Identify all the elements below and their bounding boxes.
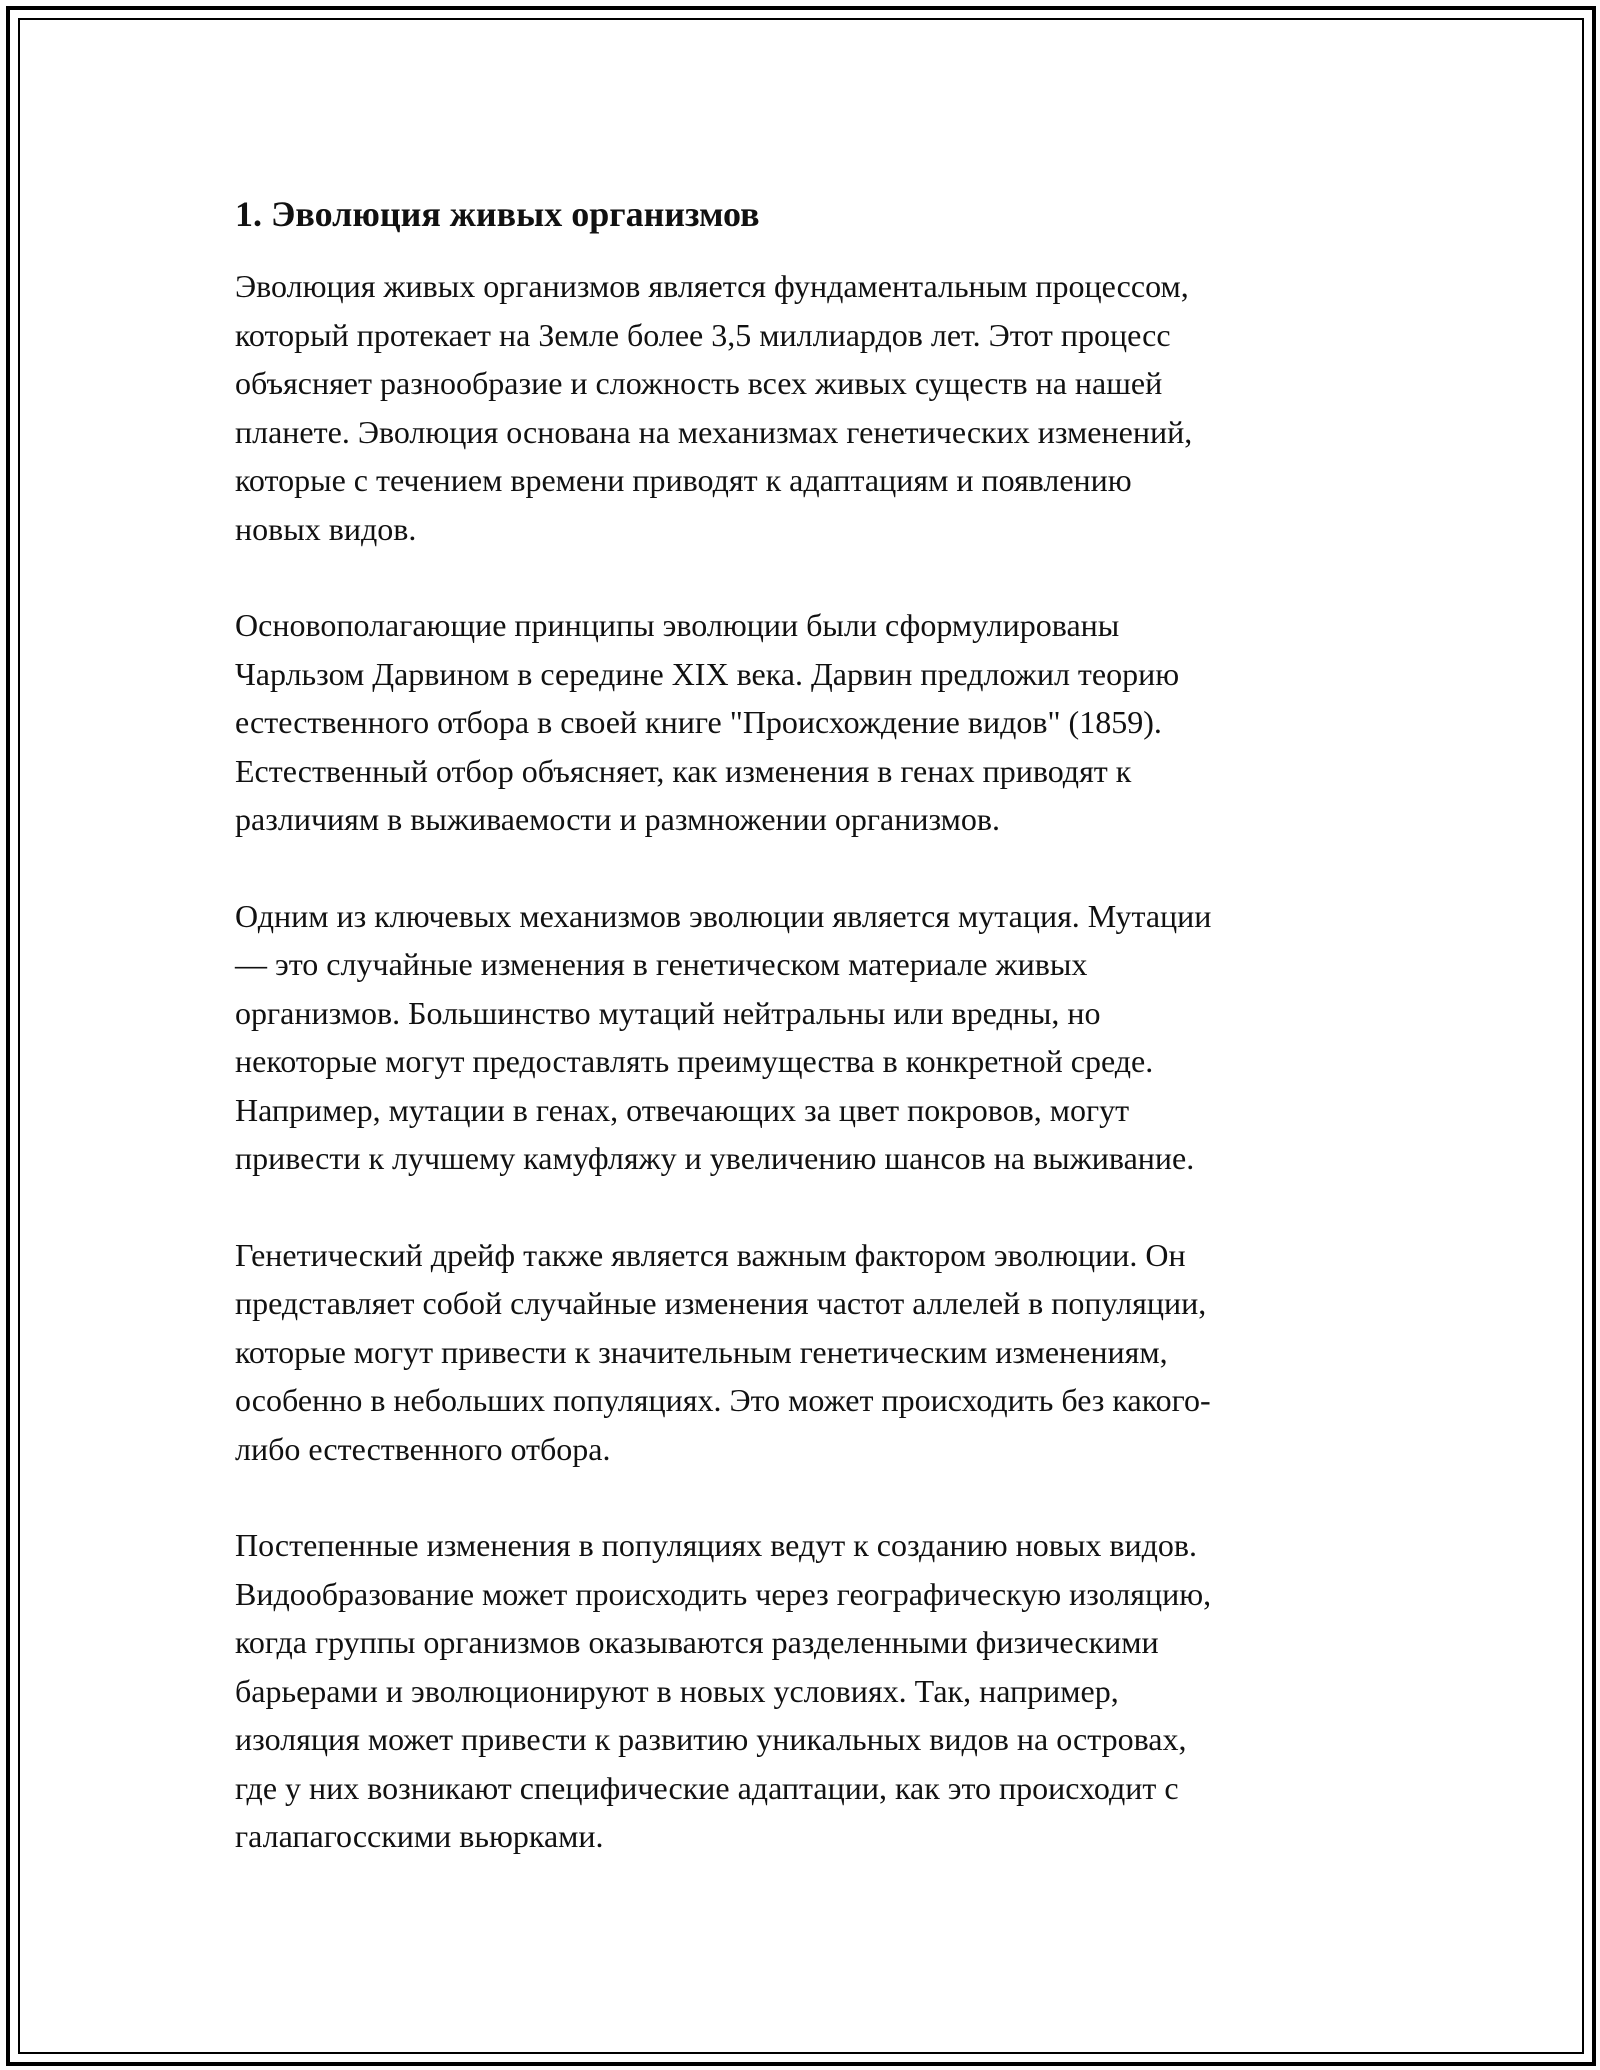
text-line: Видообразование может происходить через географическую изоляцию,	[235, 1575, 1212, 1612]
text-line: галапагосскими вьюрками.	[235, 1818, 604, 1854]
text-line: естественного отбора в своей книге "Происхождение видов" (1859).	[235, 704, 1162, 740]
text-line: Чарльзом Дарвином в середине XIX века. Дарвин предложил теорию	[235, 655, 1180, 692]
text-line: когда группы организмов оказываются разделенными физическими	[235, 1624, 1159, 1660]
text-line: некоторые могут предоставлять преимущества в конкретной среде.	[235, 1043, 1154, 1079]
text-line: который протекает на Земле более 3,5 миллиардов лет. Этот процесс	[235, 316, 1171, 353]
text-line: где у них возникают специфические адаптации, как это происходит с	[235, 1769, 1179, 1806]
text-line: различиям в выживаемости и размножении организмов.	[235, 801, 1001, 837]
text-line: объясняет разнообразие и сложность всех живых существ на нашей	[235, 365, 1163, 401]
paragraph-intro	[235, 262, 1375, 553]
text-line: Естественный отбор объясняет, как изменения в генах приводят к	[235, 752, 1132, 789]
text-line: представляет собой случайные изменения частот аллелей в популяции,	[235, 1285, 1207, 1321]
document-body	[235, 190, 1375, 1909]
text-line: новых видов.	[235, 510, 417, 547]
text-line: Например, мутации в генах, отвечающих за цвет покровов, могут	[235, 1091, 1130, 1128]
text-line: особенно в небольших популяциях. Это может происходить без какого-	[235, 1382, 1211, 1418]
text-line: планете. Эволюция основана на механизмах генетических изменений,	[235, 413, 1193, 450]
text-line: Генетический дрейф также является важным фактором эволюции. Он	[235, 1236, 1186, 1273]
paragraph-genetic-drift	[235, 1231, 1375, 1474]
paragraph-speciation	[235, 1521, 1375, 1861]
text-line: изоляция может привести к развитию уникальных видов на островах,	[235, 1721, 1187, 1757]
text-line: Эволюция живых организмов является фундаментальным процессом,	[235, 268, 1189, 304]
text-line: барьерами и эволюционируют в новых условиях. Так, например,	[235, 1672, 1119, 1709]
text-line: которые с течением времени приводят к адаптациям и появлению	[235, 462, 1132, 498]
section-heading: 1. Эволюция живых организмов	[235, 194, 760, 234]
text-line: организмов. Большинство мутаций нейтральны или вредны, но	[235, 994, 1101, 1031]
text-line: Постепенные изменения в популяциях ведут к созданию новых видов.	[235, 1527, 1198, 1563]
paragraph-mutation	[235, 892, 1375, 1183]
text-line: которые могут привести к значительным генетическим изменениям,	[235, 1333, 1168, 1370]
text-line: Одним из ключевых механизмов эволюции является мутация. Мутации	[235, 897, 1212, 934]
text-line: Основополагающие принципы эволюции были сформулированы	[235, 607, 1120, 643]
paragraph-darwin	[235, 601, 1375, 844]
text-line: — это случайные изменения в генетическом материале живых	[235, 946, 1088, 982]
text-line: привести к лучшему камуфляжу и увеличению шансов на выживание.	[235, 1140, 1195, 1176]
text-line: либо естественного отбора.	[235, 1430, 611, 1467]
